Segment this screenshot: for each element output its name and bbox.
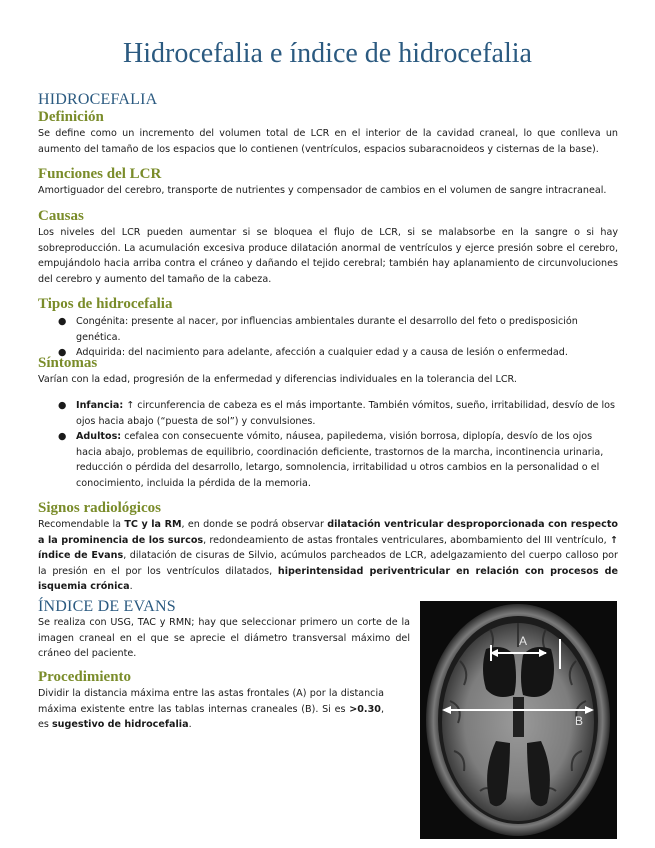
list-tipos <box>38 314 618 361</box>
heading-tipos: Tipos de hidrocefalia <box>38 296 173 312</box>
paragraph-definicion: Se define como un incremento del volumen total de LCR en el interior de la cavidad craneal, lo que conlleva un aumento del tamaño de los espacios que lo contienen (ventrículos, espacios subaracnoideos y cisternas de la base). <box>38 128 618 155</box>
bullet-icon: ● <box>58 316 67 327</box>
bullet-icon: ● <box>58 400 67 411</box>
section-heading-evans: ÍNDICE DE EVANS <box>38 598 176 615</box>
list-item-label: Adultos: <box>76 431 122 443</box>
paragraph-procedimiento: Dividir la distancia máxima entre las astas frontales (A) por la distancia máxima existente entre las tablas internas craneales (B). Si es >0.30, es sugestivo de hidrocefalia. <box>38 688 384 731</box>
paragraph-sintomas-intro: Varían con la edad, progresión de la enfermedad y diferencias individuales en la tolerancia del LCR. <box>38 374 517 385</box>
page-title: Hidrocefalia e índice de hidrocefalia <box>123 38 532 69</box>
frontal-horn-right <box>521 647 554 697</box>
list-item <box>38 314 618 345</box>
heading-procedimiento: Procedimiento <box>38 669 132 685</box>
list-sintomas <box>38 398 618 492</box>
list-item <box>38 398 618 429</box>
label-b: B <box>575 714 584 728</box>
frontal-horn-left <box>483 647 516 697</box>
list-item-text: Adquirida: del nacimiento para adelante, afección a cualquier edad y a causa de lesión o enfermedad. <box>76 347 568 359</box>
bullet-icon: ● <box>58 431 67 443</box>
list-item-text: ↑ circunferencia de cabeza es el más importante. También vómitos, sueño, irritabilidad, desvío de los ojos hacia abajo (“puesta de sol”) y convulsiones. <box>76 400 616 427</box>
section-heading-hidrocefalia: HIDROCEFALIA <box>38 91 158 108</box>
paragraph-funciones: Amortiguador del cerebro, transporte de nutrientes y compensador de cambios en el volumen de sangre intracraneal. <box>38 185 607 196</box>
heading-signos: Signos radiológicos <box>38 500 161 516</box>
list-item <box>38 345 618 361</box>
paragraph-signos: Recomendable la TC y la RM, en donde se podrá observar dilatación ventricular desproporcionada con respecto a la prominencia de los surcos, redondeamiento de astas frontales ventriculares, abombamiento del III ventrículo, ↑ índice de Evans, dilatación de cisuras de Silvio, acúmulos parcheados de LCR, adelgazamiento del cuerpo calloso por la presión en el por los ventrículos dilatados, hiperintensidad periventricular en relación con procesos de isquemia crónica. <box>38 519 618 593</box>
list-item <box>38 429 618 491</box>
paragraph-evans: Se realiza con USG, TAC y RMN; hay que seleccionar primero un corte de la imagen craneal en el que se aprecie el diámetro transversal máximo del cráneo del paciente. <box>38 617 410 660</box>
list-item-text: Congénita: presente al nacer, por influencias ambientales durante el desarrollo del feto o predisposición genética. <box>76 316 578 343</box>
heading-funciones: Funciones del LCR <box>38 166 162 182</box>
paragraph-causas: Los niveles del LCR pueden aumentar si se bloquea el flujo de LCR, si se malabsorbe en la sangre o si hay sobreproducción. La acumulación excesiva produce dilatación anormal de ventrículos y ejerce presión sobre el cerebro, empujándolo hacia arriba contra el cráneo y dañando el tejido cerebral; también hay aplanamiento de circunvoluciones del cerebro y aumento del tamaño de la cabeza. <box>38 227 618 285</box>
mri-brain-image <box>420 601 617 839</box>
heading-sintomas: Síntomas <box>38 355 98 371</box>
bullet-icon: ● <box>58 347 67 359</box>
list-item-text: cefalea con consecuente vómito, náusea, papiledema, visión borrosa, diplopía, desvío de los ojos hacia abajo, problemas de equilibrio, coordinación deficiente, trastornos de la marcha, incontinencia urinaria, reducción o pérdida del desarrollo, letargo, somnolencia, irritabilidad u otros cambios en la personalidad o el conocimiento, incluida la pérdida de la memoria. <box>76 431 604 489</box>
heading-causas: Causas <box>38 208 84 224</box>
list-item-label: Infancia: <box>76 400 124 411</box>
mri-axial-scan <box>420 601 617 839</box>
label-a: A <box>519 634 528 648</box>
heading-definicion: Definición <box>38 109 104 125</box>
